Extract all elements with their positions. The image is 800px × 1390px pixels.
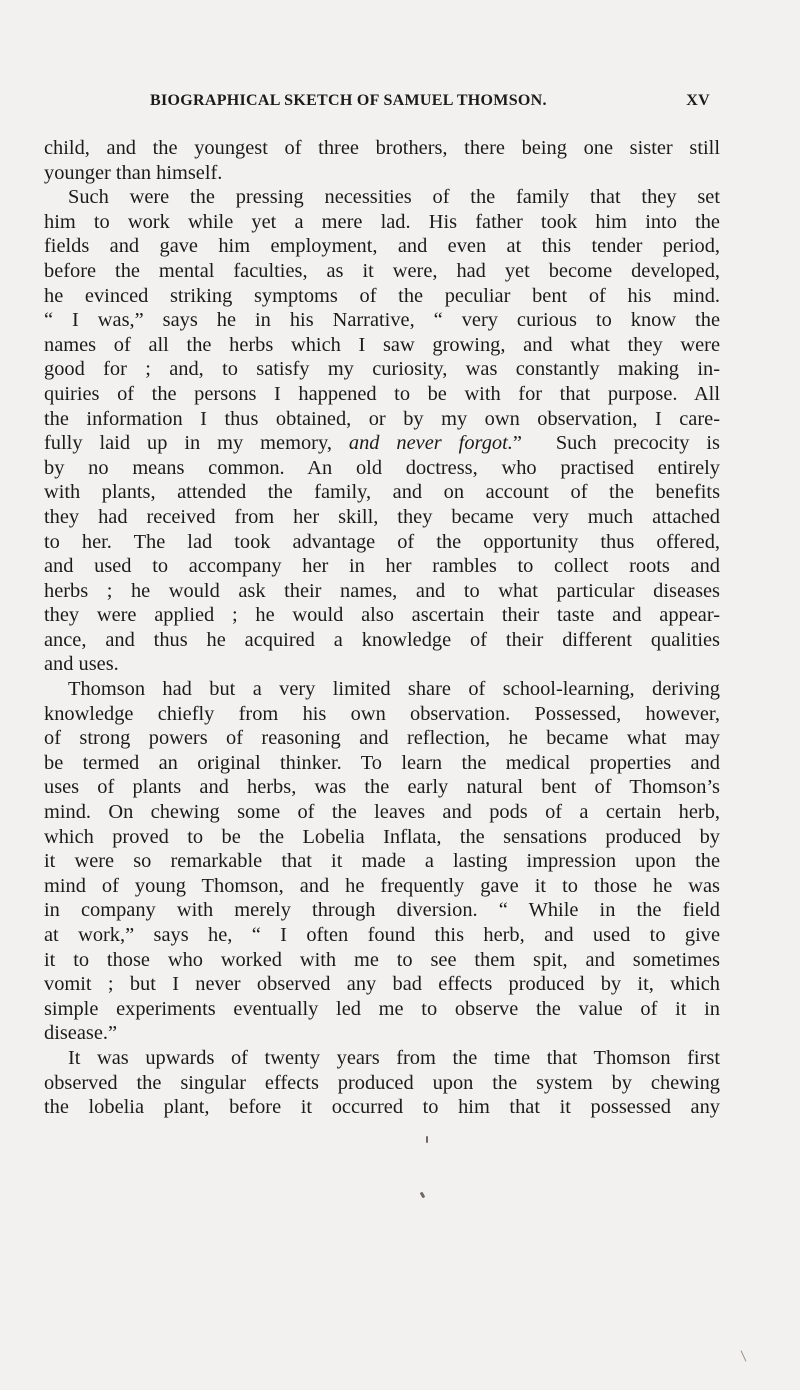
text-line: be termed an original thinker. To learn the medical properties and xyxy=(44,751,720,774)
text-segment: ” Such precocity is xyxy=(512,432,720,455)
text-line: which proved to be the Lobelia Inflata, the sensations produced by xyxy=(44,825,720,848)
text-line: he evinced striking symptoms of the peculiar bent of his mind. xyxy=(44,284,720,307)
text-line: mind of young Thomson, and he frequently gave it to those he was xyxy=(44,874,720,897)
text-line: the information I thus obtained, or by my own observation, I care- xyxy=(44,407,720,430)
text-line: to her. The lad took advantage of the opportunity thus offered, xyxy=(44,530,720,553)
text-line: simple experiments eventually led me to observe the value of it in xyxy=(44,997,720,1020)
text-line: observed the singular effects produced upon the system by chewing xyxy=(44,1071,720,1094)
text-line: ance, and thus he acquired a knowledge of their different qualities xyxy=(44,628,720,651)
body-text xyxy=(44,136,720,1120)
text-line: child, and the youngest of three brothers, there being one sister still xyxy=(44,137,720,159)
text-line: with plants, attended the family, and on account of the benefits xyxy=(44,481,720,504)
text-line: quiries of the persons I happened to be with for that purpose. All xyxy=(44,382,720,405)
paper-speck xyxy=(426,1136,428,1143)
text-line: by no means common. An old doctress, who practised entirely xyxy=(44,456,720,479)
text-line: names of all the herbs which I saw growing, and what they were xyxy=(44,333,720,356)
text-line: they had received from her skill, they became very much attached xyxy=(44,505,720,528)
text-line: it to those who worked with me to see them spit, and sometimes xyxy=(44,948,720,971)
text-line: in company with merely through diversion. “ While in the field xyxy=(44,899,720,922)
text-line: him to work while yet a mere lad. His father took him into the xyxy=(44,210,720,233)
text-line: it were so remarkable that it made a lasting impression upon the xyxy=(44,850,720,873)
italic-quote: and never forgot. xyxy=(348,432,513,455)
text-line: herbs ; he would ask their names, and to what particular diseases xyxy=(44,579,720,602)
paper-speck xyxy=(420,1192,426,1199)
running-head xyxy=(150,92,710,116)
paper-speck xyxy=(741,1350,747,1361)
text-line: the lobelia plant, before it occurred to him that it possessed any xyxy=(44,1096,720,1119)
text-line: It was upwards of twenty years from the time that Thomson first xyxy=(68,1046,720,1069)
text-line: at work,” says he, “ I often found this herb, and used to give xyxy=(44,924,720,946)
running-title: BIOGRAPHICAL SKETCH OF SAMUEL THOMSON. xyxy=(150,92,547,109)
text-line: mind. On chewing some of the leaves and pods of a certain herb, xyxy=(44,801,720,824)
text-line: before the mental faculties, as it were, had yet become developed, xyxy=(44,259,720,282)
text-line-mixed xyxy=(44,431,720,456)
text-line: “ I was,” says he in his Narrative, “ very curious to know the xyxy=(44,309,720,332)
text-line: younger than himself. xyxy=(44,161,223,184)
text-line: knowledge chiefly from his own observation. Possessed, however, xyxy=(44,702,720,725)
text-line: uses of plants and herbs, was the early natural bent of Thomson’s xyxy=(44,776,720,799)
text-line: and uses. xyxy=(44,653,119,676)
text-line: they were applied ; he would also ascertain their taste and appear- xyxy=(44,604,720,627)
text-segment: fully laid up in my memory, xyxy=(44,432,349,455)
text-line: disease.” xyxy=(44,1022,118,1045)
text-line: of strong powers of reasoning and reflection, he became what may xyxy=(44,727,720,750)
page-number: XV xyxy=(686,92,710,109)
text-line: Such were the pressing necessities of the family that they set xyxy=(68,186,720,209)
text-line: fields and gave him employment, and even at this tender period, xyxy=(44,235,720,258)
text-line: good for ; and, to satisfy my curiosity, was constantly making in- xyxy=(44,358,720,381)
text-line: vomit ; but I never observed any bad effects produced by it, which xyxy=(44,973,720,996)
text-line: and used to accompany her in her rambles to collect roots and xyxy=(44,555,720,578)
text-line: Thomson had but a very limited share of school-learning, deriving xyxy=(68,678,720,701)
